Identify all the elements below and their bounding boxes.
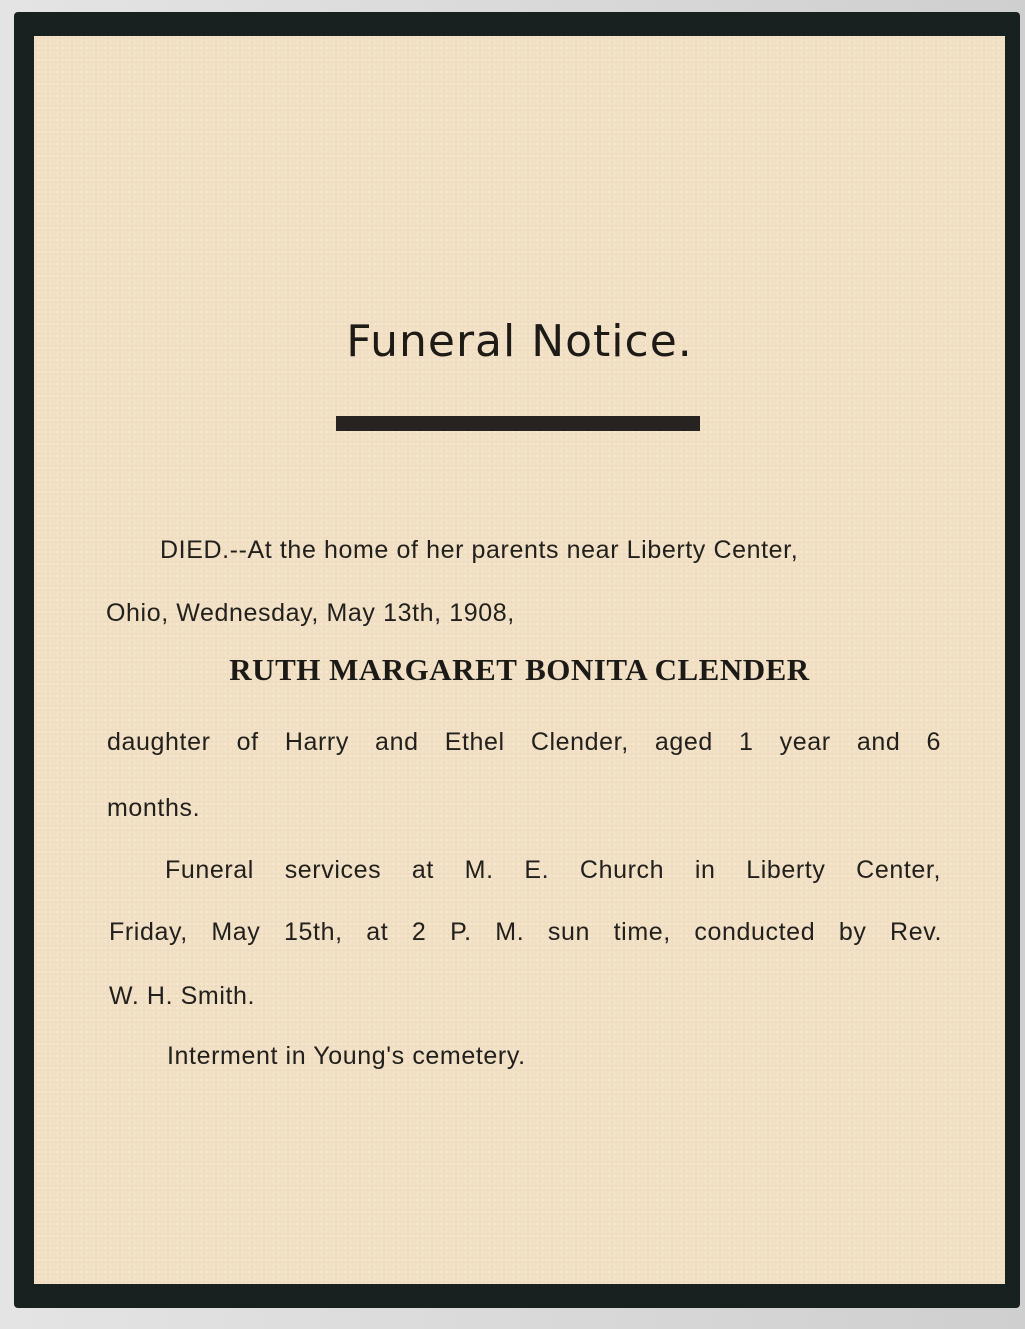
- services-line-2: Friday, May 15th, at 2 P. M. sun time, conducted by Rev.: [109, 918, 942, 946]
- died-line-1: DIED.--At the home of her parents near Liberty Center,: [160, 536, 799, 564]
- interment-line: Interment in Young's cemetery.: [167, 1042, 526, 1070]
- deceased-name: RUTH MARGARET BONITA CLENDER: [229, 652, 810, 687]
- services-line-3: W. H. Smith.: [109, 982, 256, 1010]
- notice-title: Funeral Notice.: [346, 316, 693, 367]
- funeral-notice-card: [34, 36, 1005, 1284]
- daughter-line-2: months.: [107, 794, 201, 822]
- divider-rule: [336, 416, 700, 431]
- died-line-2: Ohio, Wednesday, May 13th, 1908,: [106, 599, 515, 627]
- daughter-line-1: daughter of Harry and Ethel Clender, aged 1 year and 6: [107, 728, 941, 756]
- services-line-1: Funeral services at M. E. Church in Liberty Center,: [165, 856, 941, 884]
